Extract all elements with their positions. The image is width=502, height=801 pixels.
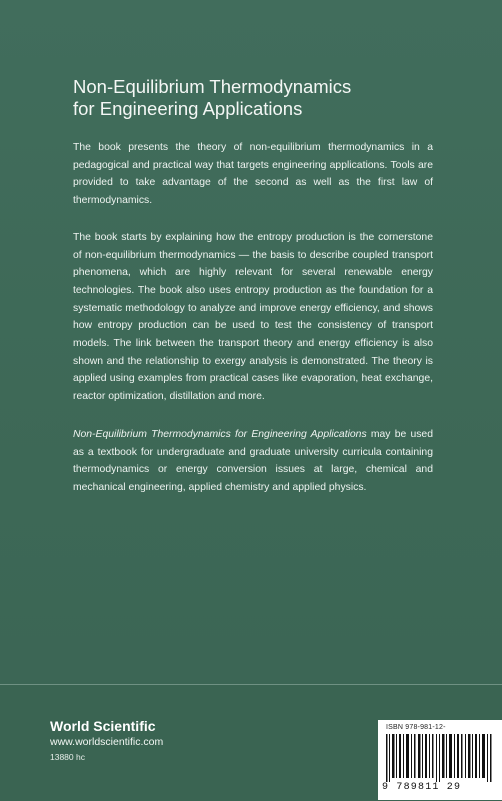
book-title (73, 76, 453, 120)
description-paragraph-3 (73, 426, 433, 497)
publisher-url: www.worldscientific.com (50, 736, 164, 748)
book-title-line-1: Non-Equilibrium Thermodynamics (73, 76, 352, 97)
book-description (73, 139, 433, 517)
publisher-code: 13880 hc (50, 752, 85, 762)
barcode-digits: 9 789811 29 (382, 782, 462, 793)
description-paragraph-3-rest: may be used as a textbook for undergraduate and graduate university curricula containing thermodynamics or energy conversion issues at large, chemical and mechanical engineering, applied chemistry and applied physics. (73, 428, 433, 493)
publisher-block (50, 718, 163, 763)
description-paragraph-1: The book presents the theory of non-equilibrium thermodynamics in a pedagogical and practical way that targets engineering applications. Tools are provided to take advantage of the second as well as the first law of thermodynamics. (73, 142, 433, 207)
barcode-bars-icon (386, 734, 496, 782)
description-paragraph-2: The book starts by explaining how the entropy production is the cornerstone of non-equilibrium thermodynamics — the basis to describe coupled transport phenomena, which are highly relevant for several renewable energy technologies. The book also uses entropy production as the foundation for a systematic methodology to analyze and improve energy efficiency, and shows how entropy production can be used to test the consistency of transport models. The link between the transport theory and energy efficiency is also shown and the relationship to exergy analysis is demonstrated. The theory is applied using examples from practical cases like evaporation, heat exchange, reactor optimization, distillation and more. (73, 231, 433, 403)
isbn-barcode (378, 720, 502, 800)
isbn-label: ISBN 978-981-12- (386, 724, 446, 731)
description-italic-title: Non-Equilibrium Thermodynamics for Engineering Applications (73, 428, 367, 440)
publisher-name: World Scientific (50, 718, 156, 734)
book-title-line-2: for Engineering Applications (73, 98, 303, 119)
